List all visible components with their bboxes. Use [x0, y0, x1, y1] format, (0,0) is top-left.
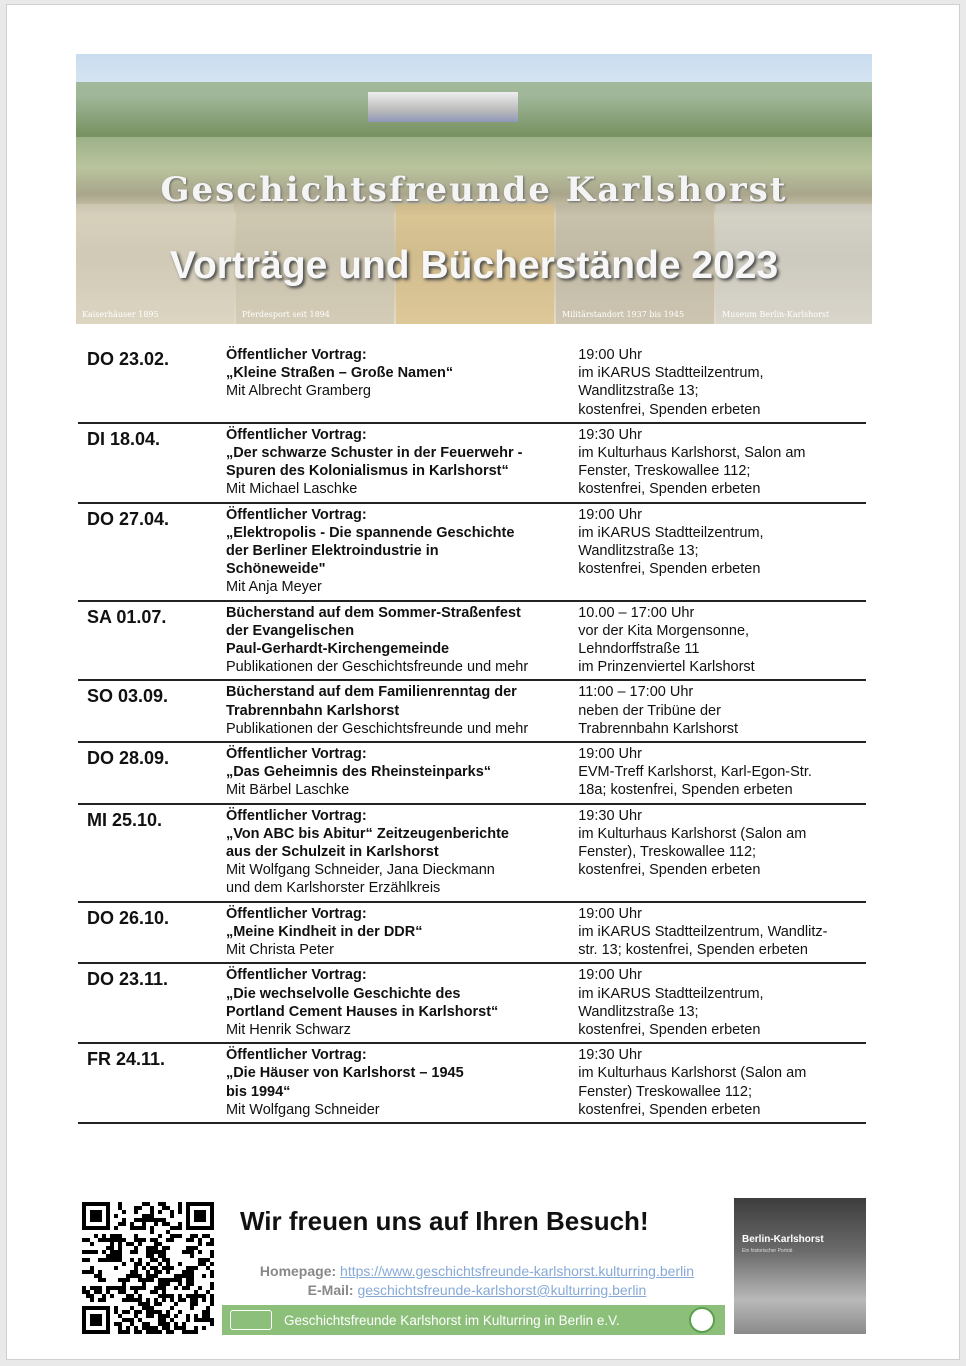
event-description-line: „Das Geheimnis des Rheinsteinparks“	[225, 764, 492, 781]
banner-title: Geschichtsfreunde Karlshorst	[160, 170, 788, 210]
book-title: Berlin-Karlshorst	[742, 1234, 824, 1245]
event-location-line: vor der Kita Morgensonne,	[578, 622, 750, 639]
event-description-line: Mit Christa Peter	[225, 942, 334, 959]
event-description-line: „Meine Kindheit in der DDR“	[225, 923, 423, 940]
association-bar	[222, 1305, 725, 1335]
event-location-line: 19:00 Uhr	[578, 967, 642, 984]
event-location-line: kostenfrei, Spenden erbeten	[578, 401, 761, 418]
event-location	[578, 683, 866, 738]
event-location-line: neben der Tribüne der	[578, 702, 721, 719]
event-description-line: Mit Michael Laschke	[225, 481, 358, 498]
event-location-line: im iKARUS Stadtteilzentrum, Wandlitz-	[578, 923, 828, 940]
event-location	[578, 1046, 866, 1119]
event-location-line: str. 13; kostenfrei, Spenden erbeten	[578, 942, 808, 959]
event-date: DO 28.09.	[87, 748, 170, 769]
event-location	[578, 966, 866, 1039]
event-location-line: 19:30 Uhr	[578, 807, 642, 824]
book-cover	[734, 1198, 866, 1334]
event-description	[226, 807, 578, 898]
event-location	[578, 807, 866, 898]
event-description-line: „Die wechselvolle Geschichte des	[225, 985, 461, 1002]
event-location-line: 10.00 – 17:00 Uhr	[578, 604, 695, 621]
event-description-line: der Evangelischen	[225, 622, 355, 639]
event-location	[578, 426, 866, 499]
event-location-line: im iKARUS Stadtteilzentrum,	[578, 985, 764, 1002]
event-location-line: EVM-Treff Karlshorst, Karl-Egon-Str.	[578, 764, 812, 781]
event-description-line: Mit Wolfgang Schneider	[225, 1101, 380, 1118]
event-description-line: Portland Cement Hauses in Karlshorst“	[225, 1003, 499, 1020]
event-description	[226, 745, 578, 800]
event-description-line: Spuren des Kolonialismus in Karlshorst“	[225, 463, 509, 480]
contact-links	[222, 1262, 732, 1300]
event-location	[578, 506, 866, 597]
banner-subtitle: Vorträge und Bücherstände 2023	[169, 244, 779, 287]
event-location-line: im Prinzenviertel Karlshorst	[578, 659, 755, 676]
event-description-line: Trabrennbahn Karlshorst	[225, 702, 400, 719]
event-date: FR 24.11.	[87, 1049, 166, 1070]
event-description-line: „Elektropolis - Die spannende Geschichte	[225, 524, 515, 541]
event-description-line: Öffentlicher Vortrag:	[225, 807, 367, 824]
event-description-line: Mit Wolfgang Schneider, Jana Dieckmann	[225, 862, 495, 879]
caption-4: Museum Berlin-Karlshorst	[722, 310, 830, 319]
event-location-line: kostenfrei, Spenden erbeten	[578, 862, 761, 879]
email-link[interactable]: geschichtsfreunde-karlshorst@kulturring.berlin	[357, 1282, 647, 1298]
event-location-line: im Kulturhaus Karlshorst, Salon am	[578, 445, 806, 462]
event-location-line: Trabrennbahn Karlshorst	[578, 720, 739, 737]
homepage-link[interactable]: https://www.geschichtsfreunde-karlshorst.kulturring.berlin	[340, 1263, 695, 1279]
event-date: MI 25.10.	[87, 809, 163, 830]
event-row	[78, 602, 866, 682]
event-location	[578, 346, 866, 419]
event-date: SO 03.09.	[87, 686, 169, 707]
event-description	[226, 905, 578, 960]
event-description	[226, 604, 578, 677]
event-description-line: „Von ABC bis Abitur“ Zeitzeugenberichte	[225, 825, 509, 842]
event-description-line: Öffentlicher Vortrag:	[225, 506, 367, 523]
event-date: DO 23.02.	[87, 349, 170, 369]
event-description-line: Öffentlicher Vortrag:	[225, 347, 367, 363]
book-subtitle: Ein historischer Porträt	[742, 1248, 793, 1254]
event-location-line: Fenster, Treskowallee 112;	[578, 463, 751, 480]
event-date: SA 01.07.	[87, 606, 167, 627]
event-location-line: kostenfrei, Spenden erbeten	[578, 1101, 761, 1118]
event-description-line: Mit Anja Meyer	[225, 579, 322, 596]
event-description-line: Öffentlicher Vortrag:	[225, 905, 367, 922]
house-logo-icon	[230, 1310, 272, 1330]
event-description-line: bis 1994“	[225, 1083, 291, 1100]
event-location-line: Fenster), Treskowallee 112;	[578, 844, 757, 861]
event-description-line: Mit Albrecht Gramberg	[225, 383, 371, 400]
homepage-label: Homepage:	[259, 1263, 337, 1279]
event-description	[226, 1046, 578, 1119]
event-description-line: Publikationen der Geschichtsfreunde und mehr	[225, 720, 529, 737]
event-description-line: Öffentlicher Vortrag:	[225, 426, 367, 443]
event-row	[78, 344, 866, 424]
caption-2: Pferdesport seit 1894	[242, 310, 330, 319]
grandstand-image	[368, 92, 518, 122]
event-description-line: Mit Bärbel Laschke	[225, 782, 350, 799]
email-label: E-Mail:	[307, 1282, 354, 1298]
event-description-line: „Der schwarze Schuster in der Feuerwehr -	[225, 445, 523, 462]
event-description	[226, 683, 578, 738]
event-description-line: Bücherstand auf dem Sommer-Straßenfest	[225, 604, 521, 621]
event-location-line: kostenfrei, Spenden erbeten	[578, 561, 761, 578]
event-description-line: Mit Henrik Schwarz	[225, 1021, 351, 1038]
event-date: DI 18.04.	[87, 428, 161, 449]
event-description-line: aus der Schulzeit in Karlshorst	[225, 844, 439, 861]
event-location-line: kostenfrei, Spenden erbeten	[578, 481, 761, 498]
event-description-line: Publikationen der Geschichtsfreunde und mehr	[225, 659, 529, 676]
event-row	[78, 504, 866, 602]
event-description-line: „Kleine Straßen – Große Namen“	[225, 365, 454, 382]
event-location-line: 19:00 Uhr	[578, 506, 642, 523]
event-location-line: Wandlitzstraße 13;	[578, 383, 699, 400]
event-description	[226, 506, 578, 597]
event-row	[78, 1044, 866, 1124]
event-row	[78, 964, 866, 1044]
event-description	[226, 346, 578, 419]
caption-3: Militärstandort 1937 bis 1945	[562, 310, 685, 319]
event-location-line: Lehndorffstraße 11	[578, 641, 700, 658]
event-location	[578, 905, 866, 960]
event-date: DO 26.10.	[87, 907, 170, 928]
event-row	[78, 424, 866, 504]
event-row	[78, 805, 866, 903]
event-date: DO 23.11.	[87, 969, 169, 990]
event-location-line: Wandlitzstraße 13;	[578, 543, 699, 560]
event-description	[226, 426, 578, 499]
association-name: Geschichtsfreunde Karlshorst im Kulturring in Berlin e.V.	[284, 1312, 620, 1328]
event-location-line: Fenster) Treskowallee 112;	[578, 1083, 753, 1100]
event-description-line: Schöneweide"	[225, 561, 326, 578]
event-description-line: und dem Karlshorster Erzählkreis	[225, 880, 441, 897]
event-location-line: 19:00 Uhr	[578, 905, 642, 922]
event-description-line: Paul-Gerhardt-Kirchengemeinde	[225, 641, 450, 658]
kulturring-logo-icon	[689, 1307, 715, 1333]
event-location-line: im iKARUS Stadtteilzentrum,	[578, 365, 764, 382]
event-row	[78, 681, 866, 743]
welcome-heading: Wir freuen uns auf Ihren Besuch!	[240, 1206, 649, 1236]
event-description-line: Öffentlicher Vortrag:	[225, 1047, 367, 1064]
event-description-line: Bücherstand auf dem Familienrenntag der	[225, 684, 517, 701]
event-location-line: 18a; kostenfrei, Spenden erbeten	[578, 782, 793, 799]
event-location	[578, 745, 866, 800]
event-location-line: 19:30 Uhr	[578, 1047, 642, 1064]
event-location-line: Wandlitzstraße 13;	[578, 1003, 699, 1020]
event-description	[226, 966, 578, 1039]
caption-1: Kaiserhäuser 1895	[82, 310, 159, 319]
event-description-line: Öffentlicher Vortrag:	[225, 967, 367, 984]
event-location-line: 11:00 – 17:00 Uhr	[578, 684, 694, 701]
event-date: DO 27.04.	[87, 508, 170, 529]
event-row	[78, 903, 866, 965]
event-location-line: im Kulturhaus Karlshorst (Salon am	[578, 1065, 807, 1082]
event-location-line: kostenfrei, Spenden erbeten	[578, 1021, 761, 1038]
event-location-line: 19:30 Uhr	[578, 426, 642, 443]
event-description-line: „Die Häuser von Karlshorst – 1945	[225, 1065, 464, 1082]
event-row	[78, 743, 866, 805]
header-banner	[76, 54, 872, 324]
event-location-line: 19:00 Uhr	[578, 746, 642, 763]
event-description-line: Öffentlicher Vortrag:	[225, 746, 367, 763]
qr-code-icon	[82, 1202, 214, 1334]
event-description-line: der Berliner Elektroindustrie in	[225, 543, 439, 560]
event-table	[78, 344, 866, 1124]
event-location-line: im Kulturhaus Karlshorst (Salon am	[578, 825, 807, 842]
event-location	[578, 604, 866, 677]
event-location-line: 19:00 Uhr	[578, 347, 642, 363]
event-location-line: im iKARUS Stadtteilzentrum,	[578, 524, 764, 541]
